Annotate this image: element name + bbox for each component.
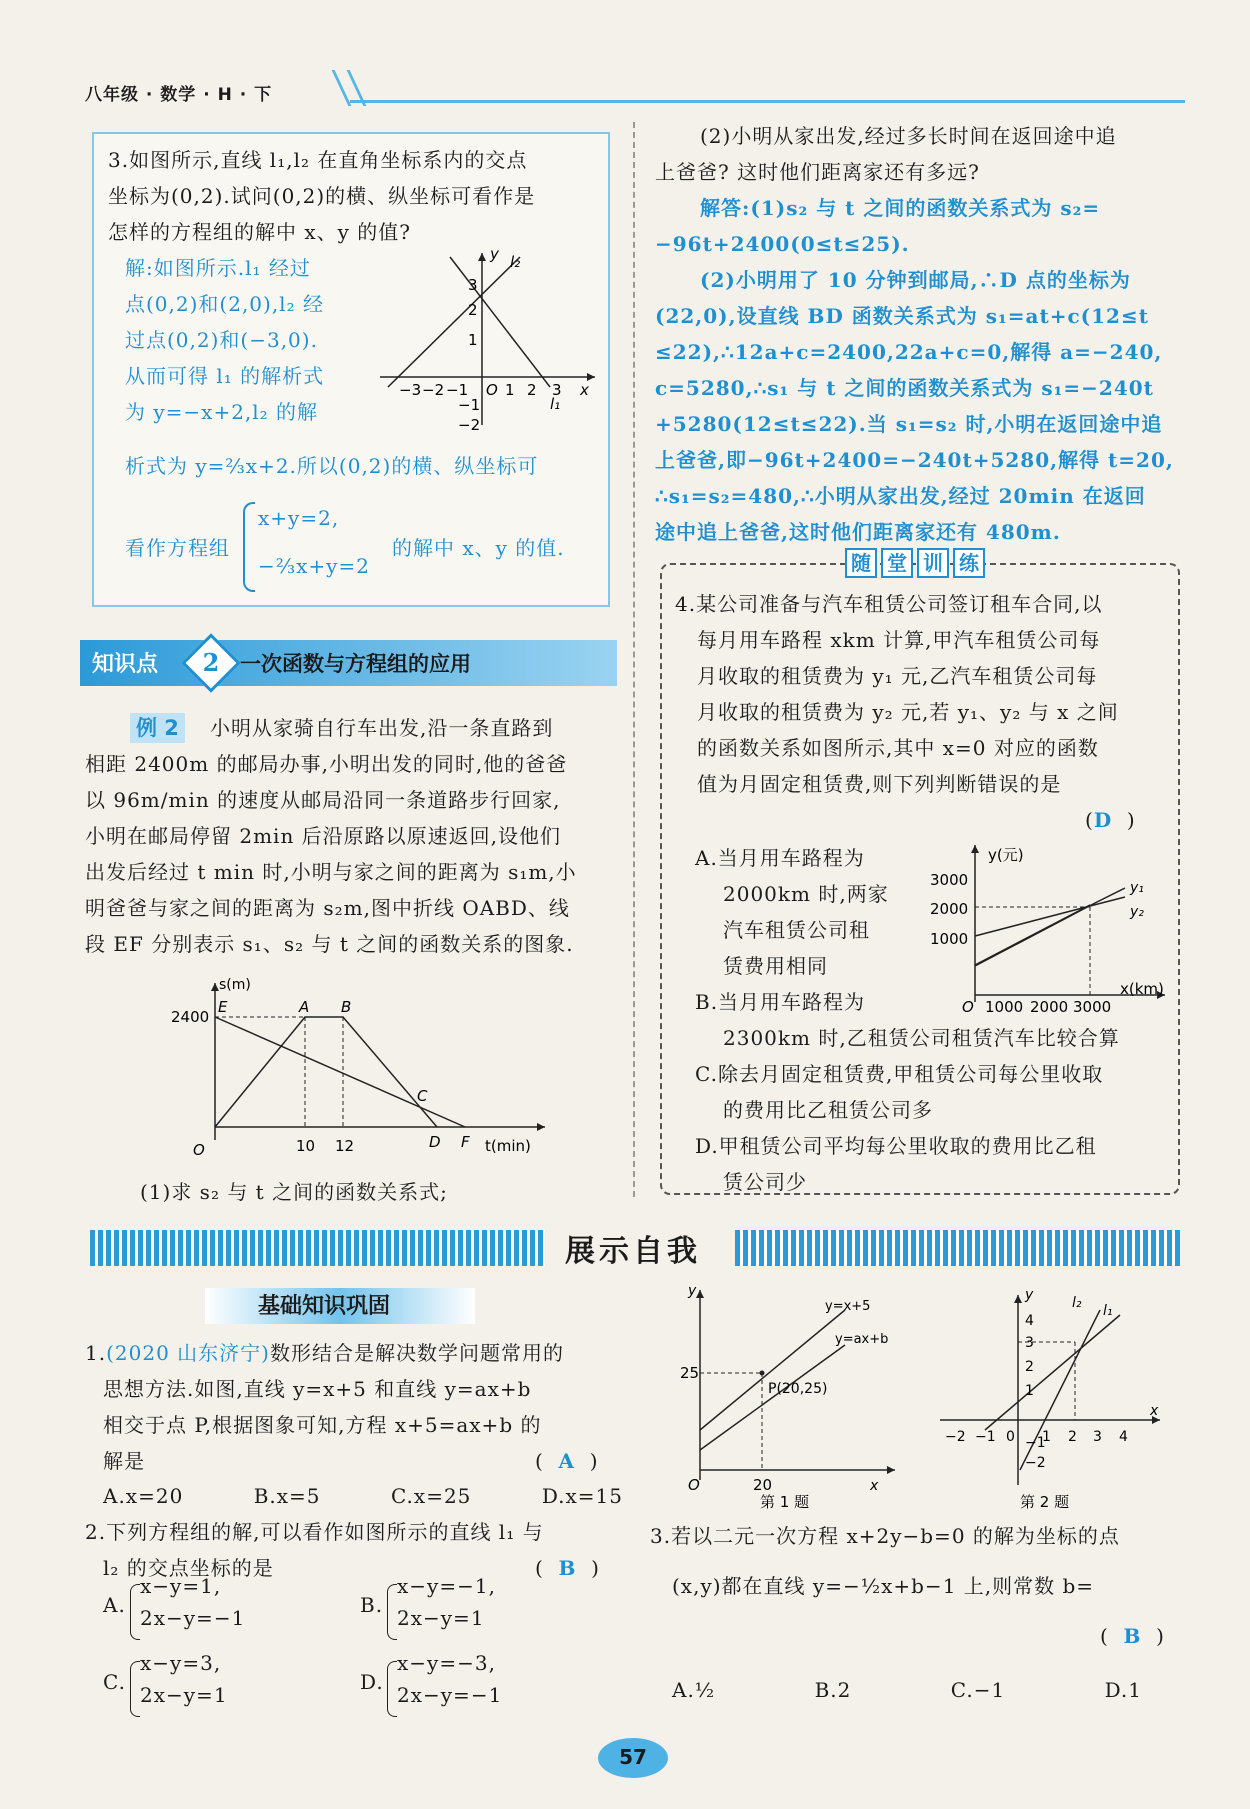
q4-option-b-cont: 2300km 时,乙租赁公司租赁汽车比较合算: [723, 1026, 1120, 1050]
q4-line: 4.某公司准备与汽车租赁公司签订租车合同,以: [675, 592, 1103, 616]
question-2-line: (2)小明从家出发,经过多长时间在返回途中追: [700, 124, 1117, 148]
answer-line: (2)小明用了 10 分钟到邮局,∴D 点的坐标为: [700, 268, 1131, 292]
q1-answer: A: [558, 1449, 576, 1473]
line-y-x-plus-5: [700, 1310, 845, 1430]
line-y-ax-plus-b: [700, 1345, 845, 1450]
q2-option-d-label: D.: [360, 1670, 384, 1694]
tick-label: 3: [468, 276, 478, 294]
y-axis-arrow: [1014, 1295, 1022, 1303]
x-axis-arrow: [887, 1466, 895, 1474]
section-stripe-left: [90, 1230, 545, 1266]
example-line: 相距 2400m 的邮局办事,小明出发的同时,他的爸爸: [85, 752, 568, 776]
column-separator: [633, 122, 635, 1197]
tick-label: 3: [552, 381, 562, 399]
line-l1: [985, 1315, 1120, 1430]
tick-label: 4: [1119, 1429, 1128, 1445]
option-line: 赁公司少: [723, 1170, 807, 1194]
tick-label: 2: [527, 381, 537, 399]
q3-stem: [108, 142, 603, 250]
figure-2: [935, 1285, 1175, 1510]
q1-source: (2020 山东济宁): [106, 1341, 270, 1365]
figure-caption: 第 1 题: [760, 1493, 810, 1511]
q3b-paren: ( B ): [1100, 1624, 1165, 1648]
q2-system-d: [397, 1647, 502, 1711]
point-label: D: [429, 1133, 441, 1151]
equation: x−y=1,: [140, 1574, 222, 1598]
axis-label: y: [688, 1283, 697, 1299]
point-label: P(20,25): [768, 1381, 828, 1397]
tick-label: −3: [399, 381, 422, 399]
example-line: 小明从家骑自行车出发,沿一条直路到: [210, 716, 554, 740]
tick-label: 2: [1068, 1429, 1077, 1445]
q3b-line: 3.若以二元一次方程 x+2y−b=0 的解为坐标的点: [650, 1524, 1120, 1548]
q3b-option: D.1: [1104, 1678, 1142, 1702]
option-line: C.除去月固定租赁费,甲租赁公司每公里收取: [695, 1062, 1104, 1086]
tick-label: 2400: [171, 1008, 210, 1026]
q2-answer: B: [558, 1556, 577, 1580]
q4-stem: [675, 586, 1175, 802]
tick-label: 3: [1025, 1335, 1034, 1351]
q3-system-lead: 看作方程组: [125, 536, 230, 560]
segment-EF: [215, 1017, 465, 1127]
q3-sol-line: 从而可得 l₁ 的解析式: [125, 364, 325, 388]
title-char: 堂: [881, 548, 913, 578]
answer-line: 上爸爸,即−96t+2400=−240t+5280,解得 t=20,: [655, 448, 1174, 472]
series-y1-line: [975, 888, 1125, 966]
tick-label: −1: [975, 1429, 996, 1445]
tick-label: 25: [680, 1364, 700, 1382]
example-question-1: (1)求 s₂ 与 t 之间的函数关系式;: [140, 1180, 448, 1204]
tick-label: 1: [1025, 1383, 1034, 1399]
tick-label: 1: [505, 381, 515, 399]
tick-label: 2000: [1030, 998, 1069, 1016]
q2-system-a: [140, 1570, 245, 1634]
q3b-answer: B: [1123, 1624, 1142, 1648]
classroom-practice-title: [845, 548, 989, 578]
example-graph: [171, 975, 555, 1165]
axis-label: t(min): [485, 1137, 531, 1155]
brace-icon: [130, 1661, 140, 1717]
point-label: B: [341, 998, 352, 1016]
tick-label: O: [486, 381, 498, 399]
point-label: A: [299, 998, 310, 1016]
example-line: 以 96m/min 的速度从邮局沿同一条道路步行回家,: [85, 788, 561, 812]
series-label: y₁: [1130, 880, 1144, 896]
tick-label: −2: [1025, 1455, 1046, 1471]
q1-option: D.x=15: [541, 1484, 623, 1508]
q3-sol-line: 点(0,2)和(2,0),l₂ 经: [125, 292, 324, 316]
option-line: 2000km 时,两家: [723, 882, 889, 906]
x-axis-arrow: [537, 1123, 545, 1131]
line-label: y=x+5: [825, 1299, 871, 1314]
tick-label: 10: [296, 1137, 316, 1155]
q2-system-c: [140, 1647, 228, 1711]
q3-line: 3.如图所示,直线 l₁,l₂ 在直角坐标系内的交点: [108, 148, 528, 172]
option-line: 汽车租赁公司租: [723, 918, 870, 942]
option-line: D.甲租赁公司平均每公里收取的费用比乙租: [695, 1134, 1097, 1158]
answer-line: (22,0),设直线 BD 函数关系式为 s₁=at+c(12≤t: [655, 304, 1149, 328]
knowledge-point-number: 2: [202, 648, 220, 677]
q3b-option: C.−1: [950, 1678, 1006, 1702]
series-label: y₂: [1130, 904, 1144, 920]
basic-title: 基础知识巩固: [258, 1294, 391, 1319]
equation: 2x−y=−1: [397, 1683, 503, 1707]
q3-graph: [370, 245, 600, 434]
line-label-l1: l₁: [550, 395, 561, 413]
tick-label: 0: [1006, 1429, 1015, 1445]
option-line: 赁费用相同: [723, 954, 828, 978]
title-char: 练: [953, 548, 985, 578]
figure-caption: 第 2 题: [1020, 1493, 1070, 1511]
title-char: 随: [845, 548, 877, 578]
tick-label: 1: [1042, 1429, 1051, 1445]
answer-line: +5280(12≤t≤22).当 s₁=s₂ 时,小明在返回途中追: [655, 412, 1163, 436]
q2-line: 2.下列方程组的解,可以看作如图所示的直线 l₁ 与: [85, 1520, 544, 1544]
point-label: E: [218, 998, 228, 1016]
point-label: C: [417, 1087, 428, 1105]
q4-line: 的函数关系如图所示,其中 x=0 对应的函数: [697, 736, 1099, 760]
q4-line: 月收取的租赁费为 y₂ 元,若 y₁、y₂ 与 x 之间: [697, 700, 1119, 724]
series-y2-line: [975, 897, 1125, 936]
option-line: 的费用比乙租赁公司多: [723, 1098, 933, 1122]
running-header: 八年级 · 数学 · H · 下: [85, 85, 273, 105]
answer-line: ≤22),∴12a+c=2400,22a+c=0,解得 a=−240,: [655, 340, 1163, 364]
q1-line: 数形结合是解决数学问题常用的: [269, 1341, 564, 1365]
q2-option-c-label: C.: [103, 1670, 126, 1694]
equation: x−y=−3,: [397, 1651, 496, 1675]
q4-option-a: [695, 840, 889, 1020]
origin-label: O: [688, 1476, 700, 1494]
q3b-line: (x,y)都在直线 y=−½x+b−1 上,则常数 b=: [672, 1574, 1095, 1598]
q1-option: B.x=5: [253, 1484, 321, 1508]
equation: x−y=3,: [140, 1651, 222, 1675]
tick-label: 3: [1093, 1429, 1102, 1445]
q3b-option: A.½: [672, 1678, 716, 1702]
equation: 2x−y=−1: [140, 1606, 246, 1630]
q3-system-eq1: x+y=2,: [258, 506, 340, 530]
tick-label: −1: [1025, 1435, 1046, 1451]
q3-sol-line: 解:如图所示.l₁ 经过: [125, 256, 311, 280]
point-label: O: [193, 1141, 205, 1159]
q3b-option: B.2: [814, 1678, 852, 1702]
tick-label: x: [1150, 1403, 1159, 1419]
x-axis-arrow: [587, 373, 595, 381]
example-tag: 例 2: [130, 713, 185, 743]
q1: 1.(2020 山东济宁)数形结合是解决数学问题常用的 思想方法.如图,直线 y=x+5 和直线 y=ax+b 相交于点 P,根据图象可知,方程 x+5=ax+b 的 解是 ( A ): [85, 1335, 630, 1479]
point-P: [760, 1371, 765, 1376]
q3-line: 怎样的方程组的解中 x、y 的值?: [108, 220, 412, 244]
tick-label: y: [1025, 1287, 1034, 1303]
line-label-l2: l₂: [510, 253, 521, 271]
header-rule: [350, 100, 1185, 103]
question-2-line: 上爸爸? 这时他们距离家还有多远?: [655, 160, 980, 184]
example-line: 段 EF 分别表示 s₁、s₂ 与 t 之间的函数关系的图象.: [85, 932, 574, 956]
section-stripe-right: [735, 1230, 1180, 1266]
line-label: l₁: [1103, 1303, 1113, 1319]
example-line: 出发后经过 t min 时,小明与家之间的距离为 s₁m,小: [85, 860, 577, 884]
answer-line: −96t+2400(0≤t≤25).: [655, 232, 910, 256]
tick-label: 1: [468, 331, 478, 349]
option-line: B.当月用车路程为: [695, 990, 866, 1014]
q3-sol-line: 为 y=−x+2,l₂ 的解: [125, 400, 319, 424]
brace-icon: [387, 1661, 397, 1717]
q3-system-eq2: −⅔x+y=2: [258, 554, 370, 578]
tick-label: 3000: [1073, 998, 1112, 1016]
tick-label: −2: [422, 381, 445, 399]
axis-label: y(元): [988, 846, 1024, 864]
brace-icon: [130, 1584, 140, 1640]
tick-label: 1000: [930, 930, 969, 948]
option-line: A.当月用车路程为: [695, 846, 865, 870]
answer-line: 途中追上爸爸,这时他们距离家还有 480m.: [655, 520, 1061, 544]
tick-label: −1: [458, 396, 481, 414]
tick-label: 4: [1025, 1313, 1034, 1329]
q1-line: 解是: [103, 1449, 145, 1473]
title-char: 训: [917, 548, 949, 578]
tick-label: 20: [753, 1476, 773, 1494]
q4-line: 月收取的租赁费为 y₁ 元,乙汽车租赁公司每: [697, 664, 1098, 688]
equation: x−y=−1,: [397, 1574, 496, 1598]
tick-label: −2: [458, 416, 481, 434]
y-axis-arrow: [971, 845, 979, 853]
answer-block: [655, 226, 1185, 550]
tick-label: x: [580, 381, 589, 399]
series-helper: [975, 905, 1090, 935]
point-label: F: [461, 1133, 470, 1151]
q2: 2.下列方程组的解,可以看作如图所示的直线 l₁ 与 l₂ 的交点坐标的是 ( B ): [85, 1514, 630, 1586]
tick-label: 2: [468, 301, 478, 319]
page-number: 57: [619, 1745, 647, 1769]
tick-label: 2: [1025, 1359, 1034, 1375]
y-axis-arrow: [211, 983, 219, 991]
q1-line: 相交于点 P,根据图象可知,方程 x+5=ax+b 的: [103, 1413, 542, 1437]
q3-system-tail: 的解中 x、y 的值.: [392, 536, 565, 560]
axis-label: x(km): [1120, 980, 1164, 998]
tick-label: y: [490, 245, 499, 263]
q4-option-c: [695, 1056, 1103, 1200]
q4-line: 值为月固定租赁费,则下列判断错误的是: [697, 772, 1062, 796]
q3-sol-line: 析式为 y=⅔x+2.所以(0,2)的横、纵坐标可: [125, 454, 539, 478]
q3-line: 坐标为(0,2).试问(0,2)的横、纵坐标可看作是: [108, 184, 536, 208]
knowledge-point-title: 一次函数与方程组的应用: [240, 652, 471, 676]
tick-label: 3000: [930, 871, 969, 889]
answer-line: ∴s₁=s₂=480,∴小明从家出发,经过 20min 在返回: [655, 484, 1146, 508]
example-line: 小明在邮局停留 2min 后沿原路以原速返回,设他们: [85, 824, 562, 848]
figure-1: [660, 1285, 920, 1510]
tick-label: 1000: [985, 998, 1024, 1016]
q4-line: 每月用车路程 xkm 计算,甲汽车租赁公司每: [697, 628, 1101, 652]
answer-line: 解答:(1)s₂ 与 t 之间的函数关系式为 s₂=: [700, 196, 1101, 220]
example-body: [85, 746, 625, 962]
q2-line: l₂ 的交点坐标的是: [103, 1556, 274, 1580]
line-label: l₂: [1072, 1295, 1082, 1311]
tick-label: O: [962, 998, 974, 1016]
q2-system-b: [397, 1570, 496, 1634]
q3-solution: [125, 250, 365, 430]
equation: 2x−y=1: [140, 1683, 228, 1707]
brace-icon: [243, 502, 255, 592]
tick-label: 2000: [930, 900, 969, 918]
y-axis-arrow: [696, 1290, 704, 1298]
q4-graph: [930, 840, 1170, 1015]
q4-answer: D: [1093, 808, 1113, 832]
q3b-options: [672, 1672, 1142, 1708]
q1-line: 思想方法.如图,直线 y=x+5 和直线 y=ax+b: [103, 1377, 532, 1401]
option-label: A.: [103, 1593, 126, 1617]
section-title: 展示自我: [565, 1234, 701, 1269]
example-line: 明爸爸与家之间的距离为 s₂m,图中折线 OABD、线: [85, 896, 570, 920]
polyline-OABD: [215, 1017, 437, 1127]
q1-option: A.x=20: [103, 1484, 184, 1508]
answer-line: c=5280,∴s₁ 与 t 之间的函数关系式为 s₁=−240t: [655, 376, 1154, 400]
equation: 2x−y=1: [397, 1606, 485, 1630]
tick-label: 12: [335, 1137, 355, 1155]
tick-label: −1: [446, 381, 469, 399]
knowledge-point-label: 知识点: [92, 652, 159, 677]
q3-sol-line: 过点(0,2)和(−3,0).: [125, 328, 318, 352]
q1-options: [103, 1478, 623, 1514]
tick-label: −2: [945, 1429, 966, 1445]
q4-paren: (D ): [1085, 808, 1136, 832]
axis-label: s(m): [219, 977, 251, 993]
axis-label: x: [870, 1478, 879, 1494]
q2-option-b-label: B.: [360, 1593, 384, 1617]
q1-option: C.x=25: [390, 1484, 472, 1508]
line-label: y=ax+b: [835, 1332, 889, 1347]
y-axis-arrow: [478, 253, 486, 261]
brace-icon: [387, 1584, 397, 1640]
